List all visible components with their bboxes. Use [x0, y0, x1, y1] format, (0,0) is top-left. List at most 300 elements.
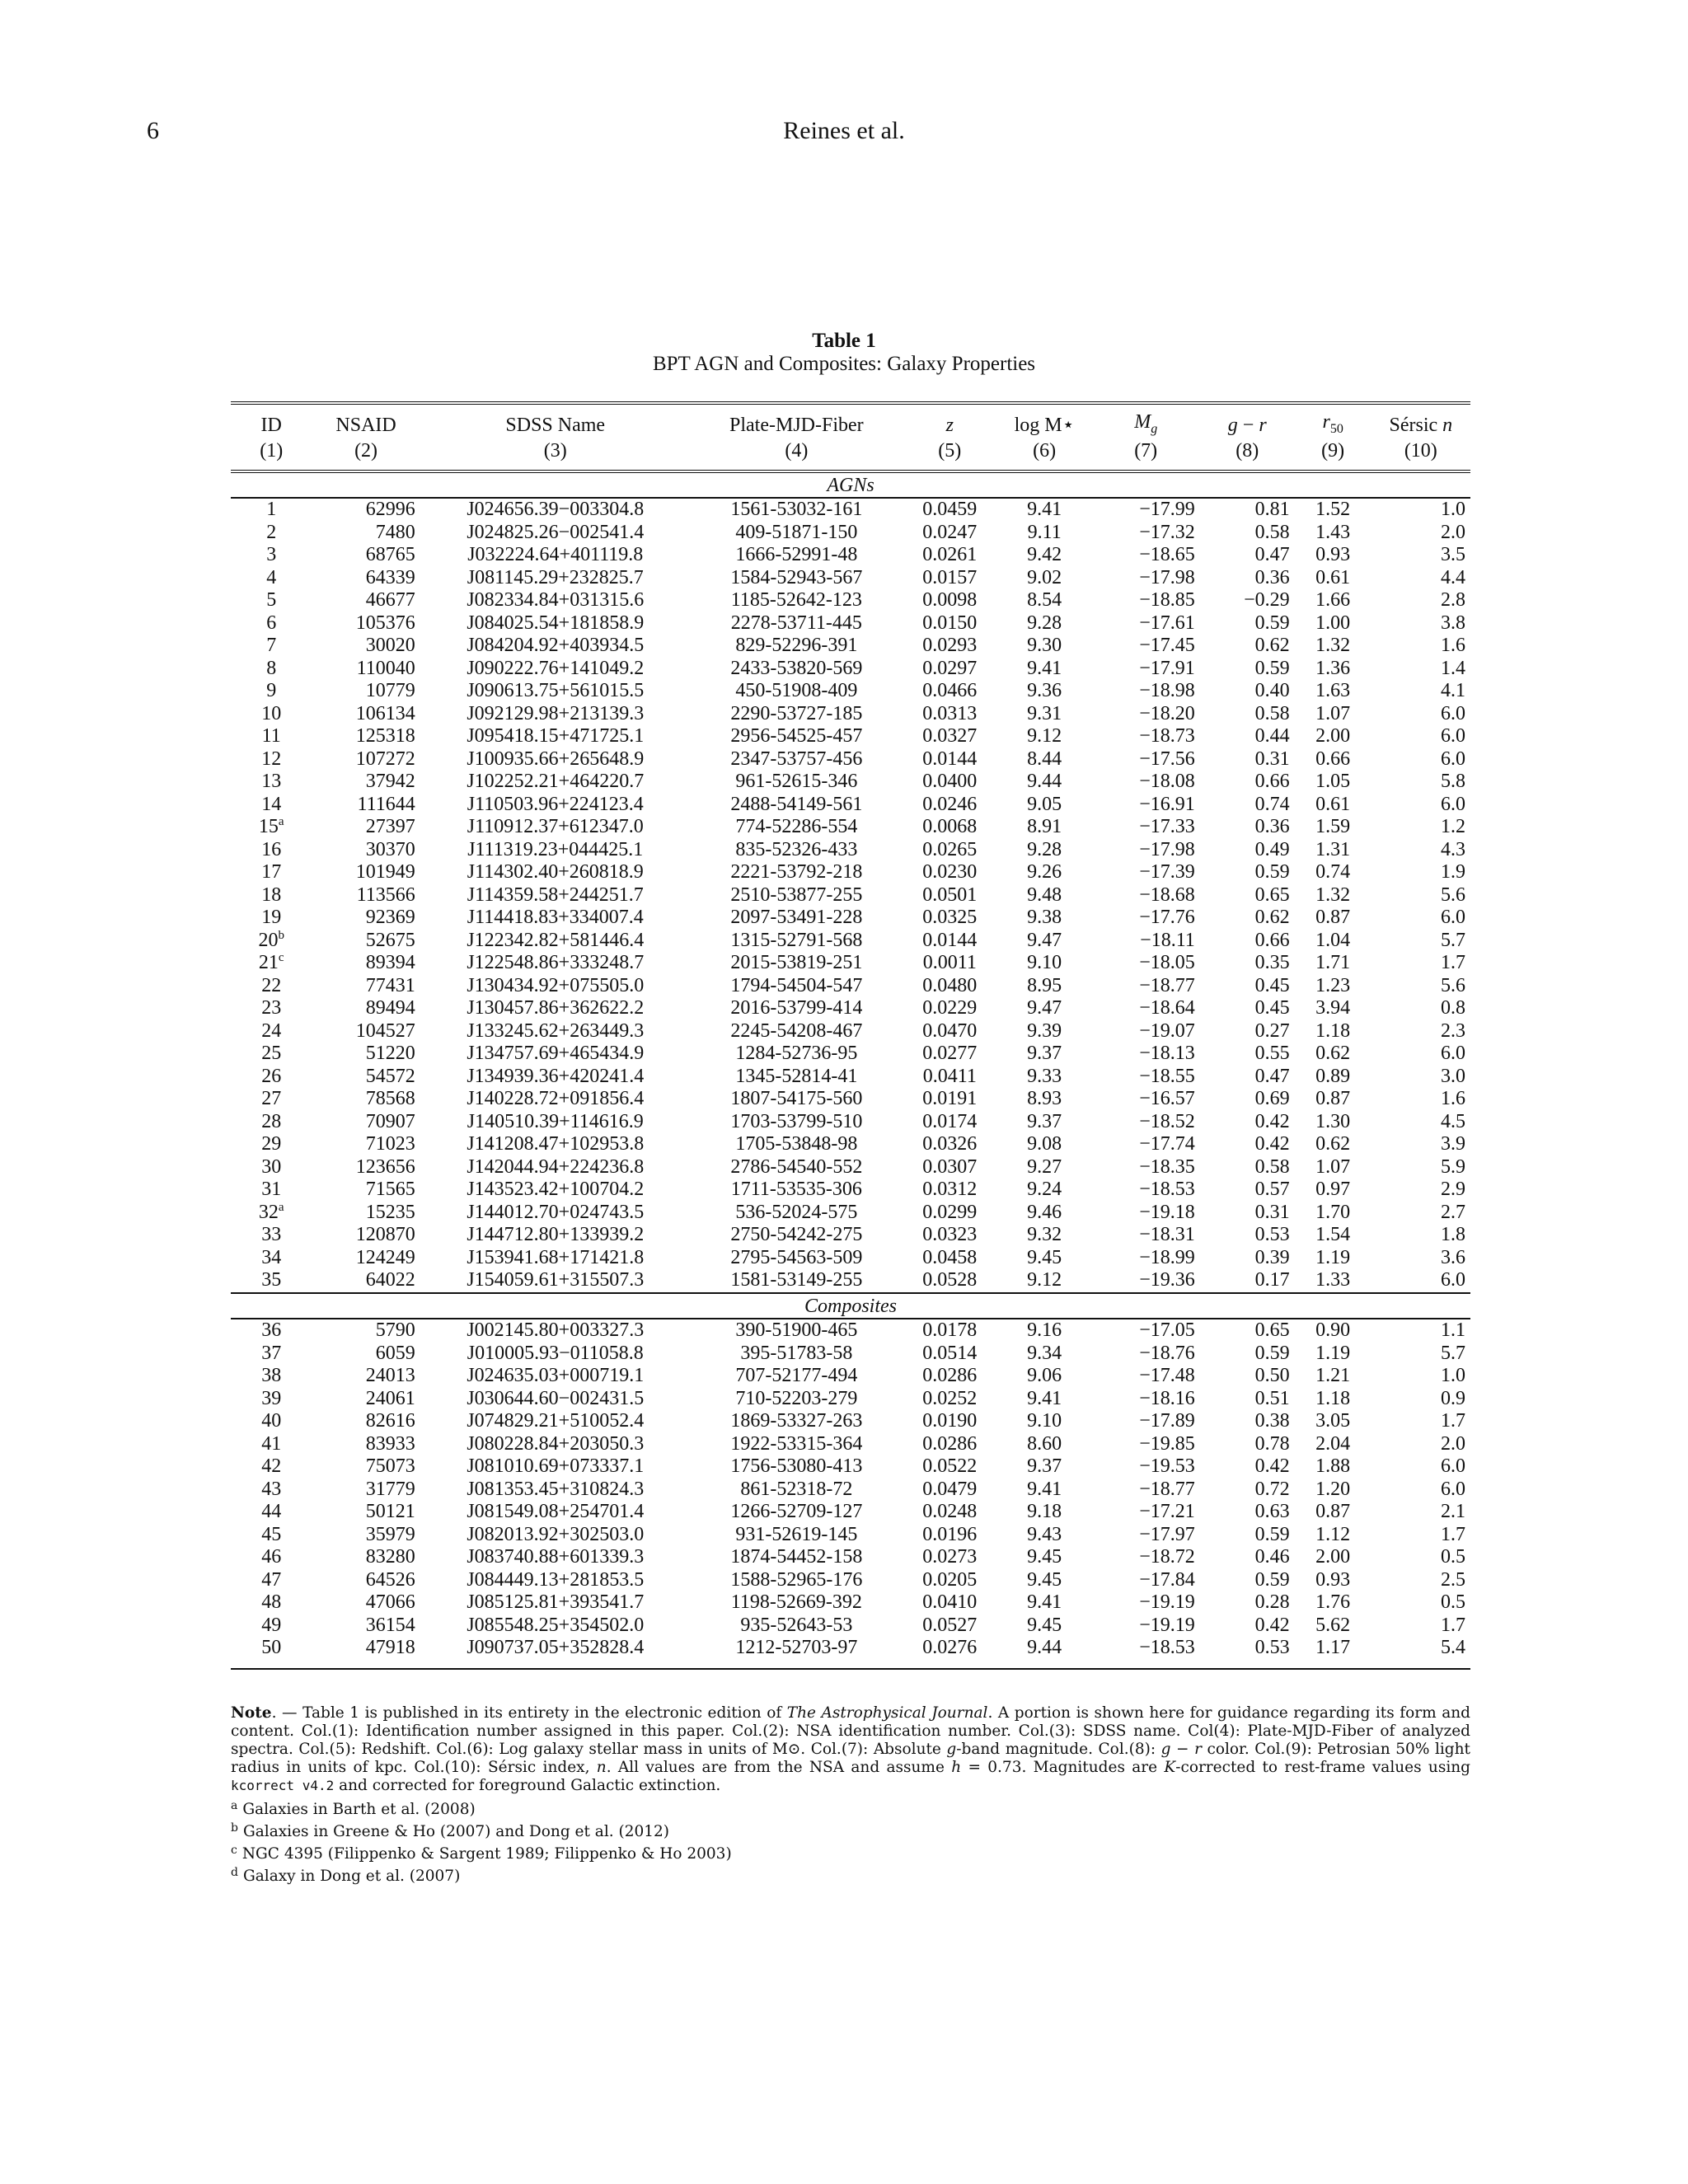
- table-cell: 8.95: [1027, 974, 1062, 996]
- table-cell: 0.0190: [922, 1410, 978, 1432]
- table-cell: 2.0: [1441, 521, 1465, 543]
- footnote-mark: a: [231, 1799, 238, 1812]
- table-cell: 9.02: [1027, 566, 1062, 588]
- table-cell: 1.21: [1315, 1365, 1351, 1387]
- table-cell: −19.19: [1139, 1614, 1195, 1636]
- table-cell: 1922-53315-364: [730, 1432, 863, 1455]
- column-number-row: [231, 440, 1470, 471]
- table-cell: 26: [261, 1065, 282, 1087]
- table-cell: 9.10: [1027, 1410, 1062, 1432]
- table-cell: 710-52203-279: [735, 1387, 858, 1409]
- table-row: [231, 794, 1470, 817]
- table-cell: 9.41: [1027, 1591, 1062, 1614]
- table-cell: 0.59: [1254, 1523, 1290, 1545]
- table-cell: 0.0196: [922, 1523, 978, 1545]
- table-cell: 0.0011: [922, 952, 977, 974]
- table-cell: 1.07: [1315, 1155, 1351, 1178]
- table-cell: 4.1: [1441, 680, 1465, 702]
- table-cell: 9.45: [1027, 1568, 1062, 1591]
- table-cell: 2347-53757-456: [730, 748, 863, 770]
- table-cell: 9.26: [1027, 861, 1062, 883]
- table-cell: 9.28: [1027, 612, 1062, 634]
- table-cell: 2.9: [1441, 1179, 1465, 1201]
- table-cell: J134757.69+465434.9: [467, 1043, 645, 1065]
- table-cell: −18.55: [1139, 1065, 1195, 1087]
- table-cell: 0.0326: [922, 1133, 978, 1155]
- table-cell: 536-52024-575: [735, 1201, 858, 1223]
- table-cell: 1.71: [1315, 952, 1351, 974]
- table-row: [231, 1615, 1470, 1638]
- table-title: Table 1: [812, 330, 876, 352]
- table-cell: 125318: [355, 725, 415, 748]
- table-cell: 1756-53080-413: [730, 1455, 863, 1478]
- table-cell: 1666-52991-48: [735, 544, 858, 566]
- table-cell: 0.0313: [922, 702, 978, 724]
- table-cell: −18.11: [1140, 929, 1195, 951]
- table-cell: 835-52326-433: [735, 838, 858, 860]
- table-cell: −17.98: [1139, 566, 1195, 588]
- table-cell: 829-52296-391: [735, 635, 858, 657]
- table-cell: 3.94: [1315, 997, 1351, 1019]
- table-cell: J082334.84+031315.6: [467, 589, 645, 612]
- table-cell: 24: [261, 1019, 282, 1042]
- table-cell: 2510-53877-255: [730, 883, 863, 906]
- table-cell: J081010.69+073337.1: [467, 1455, 645, 1478]
- table-cell: J140228.72+091856.4: [467, 1088, 645, 1110]
- table-cell: 1.18: [1315, 1019, 1351, 1042]
- table-cell: J081353.45+310824.3: [467, 1478, 645, 1500]
- table-row: [231, 771, 1470, 794]
- table-cell: 0.39: [1254, 1246, 1290, 1268]
- table-cell: 6.0: [1441, 1269, 1465, 1291]
- table-cell: 0.0323: [922, 1224, 978, 1246]
- table-cell: 9.47: [1027, 997, 1062, 1019]
- table-cell: 5.9: [1441, 1155, 1465, 1178]
- table-cell: 123656: [355, 1155, 415, 1178]
- table-cell: J141208.47+102953.8: [467, 1133, 645, 1155]
- table-cell: 1705-53848-98: [735, 1133, 858, 1155]
- table-row: [231, 1088, 1470, 1111]
- table-cell: 0.0527: [922, 1614, 978, 1636]
- table-cell: J081549.08+254701.4: [467, 1501, 645, 1523]
- table-body: [231, 471, 1470, 1669]
- table-cell: 0.58: [1254, 1155, 1290, 1178]
- table-cell: 1.52: [1315, 499, 1351, 521]
- table-cell: 2245-54208-467: [730, 1019, 863, 1042]
- table-cell: J084025.54+181858.9: [467, 612, 645, 634]
- table-cell: 64022: [365, 1269, 415, 1291]
- table-cell: 2956-54525-457: [730, 725, 863, 748]
- table-row: [231, 589, 1470, 612]
- table-cell: 1.43: [1315, 521, 1351, 543]
- table-cell: 3.6: [1441, 1246, 1465, 1268]
- table-cell: 71565: [365, 1179, 415, 1201]
- table-cell: 5.8: [1441, 771, 1465, 793]
- table-cell: 0.74: [1315, 861, 1351, 883]
- table-cell: 44: [261, 1501, 282, 1523]
- table-cell: 0.0276: [922, 1637, 978, 1659]
- table-cell: 1315-52791-568: [730, 929, 863, 951]
- table-cell: −18.16: [1139, 1387, 1195, 1409]
- footnote-mark: c: [231, 1844, 237, 1857]
- table-cell: 0.45: [1254, 974, 1290, 996]
- table-cell: 2488-54149-561: [730, 793, 863, 815]
- table-cell: 9.41: [1027, 1478, 1062, 1500]
- table-cell: 9.39: [1027, 1019, 1062, 1042]
- table-cell: 0.58: [1254, 521, 1290, 543]
- table-cell: 2433-53820-569: [730, 657, 863, 679]
- table-cell: J082013.92+302503.0: [467, 1523, 645, 1545]
- table-cell: 0.53: [1254, 1224, 1290, 1246]
- table-cell: 395-51783-58: [740, 1342, 853, 1364]
- table-cell: 1.30: [1315, 1110, 1351, 1132]
- table-cell: 5.6: [1441, 974, 1465, 996]
- table-cell: 9.41: [1027, 657, 1062, 679]
- table-cell: 0.0411: [922, 1065, 977, 1087]
- table-cell: 2.7: [1441, 1201, 1465, 1223]
- table-cell: 0.87: [1315, 1088, 1351, 1110]
- table-cell: 47066: [365, 1591, 415, 1614]
- table-cell: 0.0248: [922, 1501, 978, 1523]
- table-cell: 2016-53799-414: [730, 997, 863, 1019]
- table-cell: 0.0150: [922, 612, 978, 634]
- table-cell: 101949: [355, 861, 415, 883]
- table-cell: 0.0229: [922, 997, 978, 1019]
- table-cell: 27: [261, 1088, 282, 1110]
- table-cell: 0.5: [1441, 1591, 1465, 1614]
- table-cell: 9.30: [1027, 635, 1062, 657]
- table-row: [231, 839, 1470, 862]
- table-cell: −17.99: [1139, 499, 1195, 521]
- table-cell: −18.53: [1139, 1179, 1195, 1201]
- table-row: [231, 680, 1470, 703]
- table-cell: 5.7: [1441, 1342, 1465, 1364]
- table-cell: J074829.21+510052.4: [467, 1410, 645, 1432]
- table-row: [231, 612, 1470, 635]
- table-cell: −17.39: [1139, 861, 1195, 883]
- table-cell: 0.31: [1254, 1201, 1290, 1223]
- table-cell: 68765: [365, 544, 415, 566]
- table-cell: 45: [261, 1523, 282, 1545]
- table-cell: J083740.88+601339.3: [467, 1546, 645, 1568]
- table-cell: J153941.68+171421.8: [467, 1246, 645, 1268]
- table-cell: 8.54: [1027, 589, 1062, 612]
- table-cell: 9.12: [1027, 725, 1062, 748]
- table-cell: −18.73: [1139, 725, 1195, 748]
- table-cell: 0.0178: [922, 1319, 978, 1342]
- table-cell: −18.99: [1139, 1246, 1195, 1268]
- column-header: Sérsic n: [1372, 403, 1470, 440]
- table-cell: 1.12: [1315, 1523, 1351, 1545]
- table-cell: 0.62: [1315, 1133, 1351, 1155]
- table-cell: 9.27: [1027, 1155, 1062, 1178]
- table-cell: J143523.42+100704.2: [467, 1179, 645, 1201]
- table-cell: 30370: [365, 838, 415, 860]
- table-cell: 409-51871-150: [735, 521, 858, 543]
- table-cell: 1711-53535-306: [730, 1179, 862, 1201]
- table-cell: 0.65: [1254, 883, 1290, 906]
- footnote-text: NGC 4395 (Filippenko & Sargent 1989; Filippenko & Ho 2003): [241, 1845, 732, 1863]
- table-cell: −18.20: [1139, 702, 1195, 724]
- table-cell: −18.13: [1139, 1043, 1195, 1065]
- table-cell: 1.70: [1315, 1201, 1351, 1223]
- table-cell: 1.9: [1441, 861, 1465, 883]
- table-cell: −18.85: [1139, 589, 1195, 612]
- table-cell: 0.42: [1254, 1614, 1290, 1636]
- table-row: [231, 1319, 1470, 1343]
- table-row: [231, 1224, 1470, 1247]
- table-cell: 0.0068: [922, 816, 978, 838]
- table-cell: −18.77: [1139, 1478, 1195, 1500]
- table-cell: 1.2: [1441, 816, 1465, 838]
- table-cell: 0.49: [1254, 838, 1290, 860]
- table-cell: 8.93: [1027, 1088, 1062, 1110]
- column-number: (7): [1092, 440, 1200, 471]
- footnote-list: [231, 1798, 1470, 1887]
- table-cell: 64339: [365, 566, 415, 588]
- table-row: [231, 1455, 1470, 1479]
- table-cell: 10: [261, 702, 282, 724]
- table-cell: 1.32: [1315, 883, 1351, 906]
- table-cell: J122342.82+581446.4: [467, 929, 645, 951]
- table-row: [231, 1043, 1470, 1066]
- table-cell: 6: [266, 612, 277, 634]
- table-cell: 89494: [365, 997, 415, 1019]
- table-cell: −18.05: [1139, 952, 1195, 974]
- table-cell: 9.36: [1027, 680, 1062, 702]
- table-cell: 28: [261, 1110, 282, 1132]
- table-row: [231, 930, 1470, 953]
- table-cell: 0.42: [1254, 1110, 1290, 1132]
- table-cell: 5.6: [1441, 883, 1465, 906]
- table-cell: 0.61: [1315, 566, 1351, 588]
- table-cell: 62996: [365, 499, 415, 521]
- table-cell: 47918: [365, 1637, 415, 1659]
- table-cell: 0.0247: [922, 521, 978, 543]
- column-number: (3): [420, 440, 691, 471]
- table-cell: 21$^c$: [258, 951, 284, 974]
- table-cell: 0.28: [1254, 1591, 1290, 1614]
- table-cell: 113566: [356, 883, 415, 906]
- table-cell: 1.76: [1315, 1591, 1351, 1614]
- table-cell: 0.74: [1254, 793, 1290, 815]
- table-cell: 0.0286: [922, 1432, 978, 1455]
- table-cell: 9.41: [1027, 499, 1062, 521]
- footnote-text: Galaxies in Greene & Ho (2007) and Dong et al. (2012): [242, 1823, 670, 1840]
- column-number: (9): [1295, 440, 1372, 471]
- table-cell: 1.6: [1441, 635, 1465, 657]
- table-cell: 1.7: [1441, 1614, 1465, 1636]
- column-number: (2): [312, 440, 420, 471]
- table-row: [231, 658, 1470, 681]
- table-cell: 0.57: [1254, 1179, 1290, 1201]
- table-cell: 0.0252: [922, 1387, 978, 1409]
- table-cell: 0.0144: [922, 748, 978, 770]
- table-cell: 1.66: [1315, 589, 1351, 612]
- table-cell: 8.44: [1027, 748, 1062, 770]
- table-cell: 2097-53491-228: [730, 907, 863, 929]
- table-cell: 111644: [357, 793, 415, 815]
- table-cell: 2.5: [1441, 1568, 1465, 1591]
- table-cell: J095418.15+471725.1: [467, 725, 645, 748]
- column-header: $r_{50}$: [1295, 403, 1372, 440]
- table-cell: 9.05: [1027, 793, 1062, 815]
- table-row: [231, 975, 1470, 998]
- table-cell: 8.60: [1027, 1432, 1062, 1455]
- column-header: $M_g$: [1092, 403, 1200, 440]
- table-cell: J090737.05+352828.4: [467, 1637, 645, 1659]
- table-cell: 2.00: [1315, 725, 1351, 748]
- table-row: [231, 725, 1470, 748]
- table-row: [231, 1156, 1470, 1179]
- table-cell: J010005.93−011058.8: [467, 1342, 644, 1364]
- table-cell: 1266-52709-127: [730, 1501, 863, 1523]
- table-cell: 40: [261, 1410, 282, 1432]
- table-cell: 0.62: [1254, 635, 1290, 657]
- table-cell: 0.0470: [922, 1019, 978, 1042]
- table-cell: 1703-53799-510: [730, 1110, 863, 1132]
- section-header-row: [231, 1293, 1470, 1319]
- table-cell: J100935.66+265648.9: [467, 748, 645, 770]
- table-cell: 7: [266, 635, 277, 657]
- table-cell: 9.48: [1027, 883, 1062, 906]
- table-cell: 1.4: [1441, 657, 1465, 679]
- table-caption: BPT AGN and Composites: Galaxy Properties: [652, 353, 1036, 375]
- table-cell: 1.8: [1441, 1224, 1465, 1246]
- table-row: [231, 1269, 1470, 1293]
- table-cell: 1.19: [1315, 1342, 1351, 1364]
- table-cell: −18.53: [1139, 1637, 1195, 1659]
- table-cell: 0.81: [1254, 499, 1290, 521]
- table-cell: −19.07: [1139, 1019, 1195, 1042]
- table-cell: 2750-54242-275: [730, 1224, 863, 1246]
- table-cell: 4.4: [1441, 566, 1465, 588]
- table-cell: 0.0273: [922, 1546, 978, 1568]
- table-row: [231, 1433, 1470, 1456]
- table-cell: 10779: [365, 680, 415, 702]
- table-cell: 0.0098: [922, 589, 978, 612]
- table-row: [231, 1202, 1470, 1225]
- table-cell: 3.8: [1441, 612, 1465, 634]
- table-cell: 0.0230: [922, 861, 978, 883]
- table-cell: 0.89: [1315, 1065, 1351, 1087]
- table-cell: 9.06: [1027, 1365, 1062, 1387]
- section-label: Composites: [231, 1293, 1470, 1319]
- table-cell: 29: [261, 1133, 282, 1155]
- table-cell: 0.72: [1254, 1478, 1290, 1500]
- table-cell: 1.04: [1315, 929, 1351, 951]
- table-cell: 1588-52965-176: [730, 1568, 863, 1591]
- table-cell: 27397: [365, 816, 415, 838]
- table-cell: 3: [266, 544, 277, 566]
- table-cell: 9.38: [1027, 907, 1062, 929]
- table-cell: 1.23: [1315, 974, 1351, 996]
- footnote: [231, 1865, 1470, 1887]
- table-cell: 15$^a$: [258, 815, 284, 838]
- table-cell: 0.0307: [922, 1155, 978, 1178]
- table-cell: J102252.21+464220.7: [467, 771, 645, 793]
- column-header: log M⋆: [997, 403, 1092, 440]
- table-cell: 0.78: [1254, 1432, 1290, 1455]
- table-cell: 0.46: [1254, 1546, 1290, 1568]
- table-cell: J114359.58+244251.7: [467, 883, 644, 906]
- table-row: [231, 635, 1470, 658]
- section-header-row: [231, 471, 1470, 499]
- table-row: [231, 1410, 1470, 1433]
- table-cell: 41: [261, 1432, 282, 1455]
- table-cell: 9.42: [1027, 544, 1062, 566]
- table-cell: 6.0: [1441, 748, 1465, 770]
- table-cell: 33: [261, 1224, 282, 1246]
- table-cell: J092129.98+213139.3: [467, 702, 645, 724]
- table-cell: 9.37: [1027, 1043, 1062, 1065]
- table-cell: 0.0410: [922, 1591, 978, 1614]
- table-cell: 9.45: [1027, 1614, 1062, 1636]
- table-cell: −17.48: [1139, 1365, 1195, 1387]
- column-number: (1): [231, 440, 312, 471]
- table-cell: −19.18: [1139, 1201, 1195, 1223]
- table-cell: 9.46: [1027, 1201, 1062, 1223]
- table-cell: 0.40: [1254, 680, 1290, 702]
- table-cell: 6059: [375, 1342, 415, 1364]
- table-cell: 2290-53727-185: [730, 702, 863, 724]
- table-cell: 6.0: [1441, 1478, 1465, 1500]
- table-cell: 39: [261, 1387, 282, 1409]
- table-cell: 0.55: [1254, 1043, 1290, 1065]
- table-cell: 0.66: [1254, 929, 1290, 951]
- table-cell: 16: [261, 838, 282, 860]
- table-cell: 1.7: [1441, 1410, 1465, 1432]
- table-row: [231, 544, 1470, 567]
- table-cell: 0.17: [1254, 1269, 1290, 1291]
- table-cell: 0.59: [1254, 861, 1290, 883]
- table-cell: −18.52: [1139, 1110, 1195, 1132]
- table-note: Note. — Table 1 is published in its entirety in the electronic edition of The Astrophysical Journal. A portion is shown here for guidance regarding its form and content. Col.(1): Identification number assigned in this paper. Col.(2): NSA identification number. Col.(3): SDSS name. Col(4): Plate-MJD-Fiber of analyzed spectra. Col.(5): Redshift. Col.(6): Log galaxy stellar mass in units of M⊙. Col.(7): Absolute g-band magnitude. Col.(8): g − r color. Col.(9): Petrosian 50% light radius in units of kpc. Col.(10): Sérsic index, n. All values are from the NSA and assume h = 0.73. Magnitudes are K-corrected to rest-frame values using kcorrect v4.2 and corrected for foreground Galactic extinction.: [231, 1704, 1471, 1794]
- table-cell: 46: [261, 1546, 282, 1568]
- table-cell: 0.59: [1254, 612, 1290, 634]
- running-head: Reines et al.: [783, 117, 905, 144]
- table-cell: −17.89: [1139, 1410, 1195, 1432]
- table-cell: J030644.60−002431.5: [467, 1387, 645, 1409]
- table-cell: 0.63: [1254, 1501, 1290, 1523]
- table-cell: 0.0501: [922, 883, 978, 906]
- table-cell: 1.19: [1315, 1246, 1351, 1268]
- table-cell: 0.0514: [922, 1342, 978, 1364]
- table-cell: 2.00: [1315, 1546, 1351, 1568]
- table-row: [231, 861, 1470, 884]
- table-cell: 38: [261, 1365, 282, 1387]
- table-cell: 11: [261, 725, 281, 748]
- table-cell: J110912.37+612347.0: [467, 816, 644, 838]
- table-cell: 0.42: [1254, 1133, 1290, 1155]
- table-cell: 0.66: [1315, 748, 1351, 770]
- table-cell: 110040: [356, 657, 415, 679]
- table-cell: 9.28: [1027, 838, 1062, 860]
- table-cell: 0.42: [1254, 1455, 1290, 1478]
- table-cell: 2.1: [1441, 1501, 1465, 1523]
- table-cell: J110503.96+224123.4: [467, 793, 644, 815]
- table-cell: 2786-54540-552: [730, 1155, 863, 1178]
- table-row: [231, 1569, 1470, 1592]
- table-row: [231, 884, 1470, 907]
- table-cell: 9.37: [1027, 1455, 1062, 1478]
- table-cell: 0.0293: [922, 635, 978, 657]
- table-cell: 0.62: [1315, 1043, 1351, 1065]
- table-cell: 935-52643-53: [740, 1614, 853, 1636]
- table-cell: 75073: [365, 1455, 415, 1478]
- table-row: [231, 1020, 1470, 1043]
- header-row: [231, 403, 1470, 440]
